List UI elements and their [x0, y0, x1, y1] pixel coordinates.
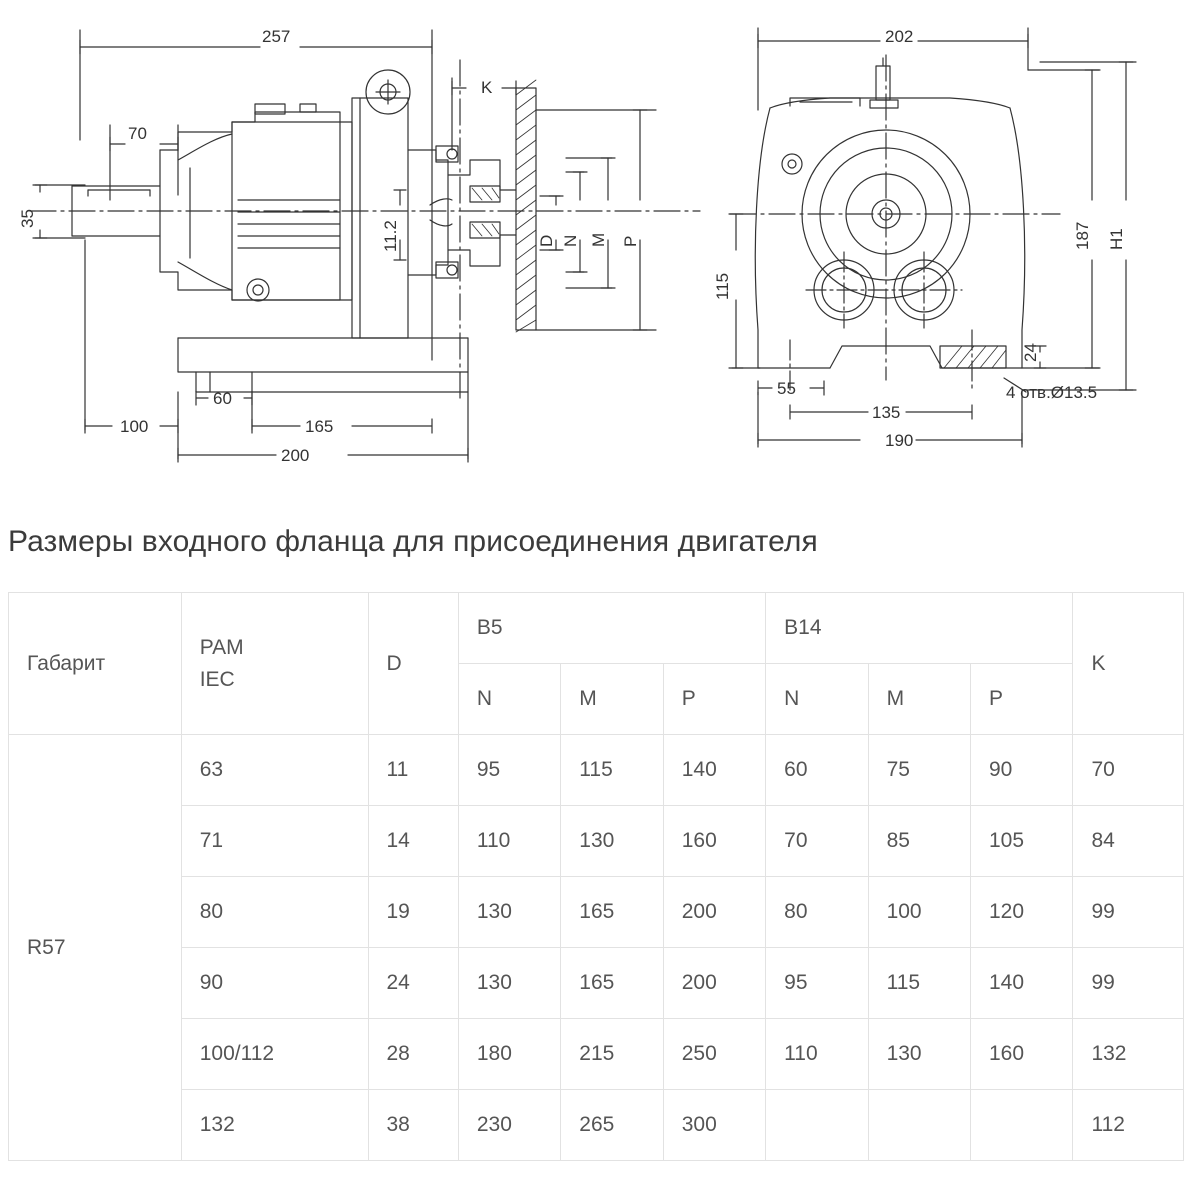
dim-24: 24 [1021, 343, 1040, 362]
header-b14: B14 [766, 593, 1073, 664]
dim-257: 257 [262, 27, 291, 46]
cell-b14-n [766, 1090, 868, 1161]
cell-k: 84 [1073, 806, 1184, 877]
cell-b14-m [868, 1090, 970, 1161]
cell-b5-n: 230 [458, 1090, 560, 1161]
subheader-b5-m: M [561, 664, 663, 735]
cell-d: 28 [368, 1019, 458, 1090]
cell-b5-m: 115 [561, 735, 663, 806]
cell-b5-m: 265 [561, 1090, 663, 1161]
dim-35: 35 [18, 209, 37, 228]
cell-d: 11 [368, 735, 458, 806]
cell-b14-m: 115 [868, 948, 970, 1019]
cell-b5-m: 165 [561, 948, 663, 1019]
cell-k: 132 [1073, 1019, 1184, 1090]
cell-pam: 80 [181, 877, 368, 948]
cell-b5-n: 110 [458, 806, 560, 877]
cell-b5-p: 250 [663, 1019, 765, 1090]
cell-k: 112 [1073, 1090, 1184, 1161]
cell-b5-n: 130 [458, 948, 560, 1019]
table-row [9, 1090, 1184, 1161]
dim-M: M [589, 232, 608, 247]
dim-100: 100 [120, 417, 149, 436]
cell-pam: 132 [181, 1090, 368, 1161]
dim-70: 70 [128, 124, 147, 143]
technical-drawing [0, 0, 1200, 500]
dim-N: N [561, 234, 580, 247]
dim-187: 187 [1073, 221, 1092, 250]
cell-b14-n: 80 [766, 877, 868, 948]
header-k: K [1073, 593, 1184, 735]
dim-H1: H1 [1107, 228, 1126, 250]
table-header-row [9, 593, 1184, 664]
dim-55: 55 [777, 379, 796, 398]
header-pam-iec [181, 593, 368, 735]
cell-b5-m: 130 [561, 806, 663, 877]
page-title: Размеры входного фланца для присоединения двигателя [8, 525, 818, 558]
cell-b14-m: 85 [868, 806, 970, 877]
cell-d: 38 [368, 1090, 458, 1161]
cell-b14-p [971, 1090, 1073, 1161]
cell-b5-m: 165 [561, 877, 663, 948]
cell-b14-m: 100 [868, 877, 970, 948]
cell-b5-p: 140 [663, 735, 765, 806]
table-row [9, 735, 1184, 806]
header-d: D [368, 593, 458, 735]
header-gabarit: Габарит [9, 593, 182, 735]
cell-b5-p: 200 [663, 877, 765, 948]
cell-k: 99 [1073, 948, 1184, 1019]
cell-b5-n: 95 [458, 735, 560, 806]
cell-b5-n: 180 [458, 1019, 560, 1090]
cell-b14-n: 110 [766, 1019, 868, 1090]
cell-pam: 71 [181, 806, 368, 877]
cell-b5-m: 215 [561, 1019, 663, 1090]
cell-k: 70 [1073, 735, 1184, 806]
header-b5: B5 [458, 593, 765, 664]
cell-b14-m: 130 [868, 1019, 970, 1090]
cell-b5-p: 160 [663, 806, 765, 877]
cell-b14-n: 70 [766, 806, 868, 877]
cell-b14-n: 95 [766, 948, 868, 1019]
subheader-b14-m: M [868, 664, 970, 735]
table-row [9, 877, 1184, 948]
subheader-b14-p: P [971, 664, 1073, 735]
subheader-b5-n: N [458, 664, 560, 735]
dim-135: 135 [872, 403, 901, 422]
cell-b5-n: 130 [458, 877, 560, 948]
cell-b14-p: 140 [971, 948, 1073, 1019]
dim-60: 60 [213, 389, 232, 408]
dim-202: 202 [885, 27, 914, 46]
header-pam: PAM [199, 636, 244, 659]
dim-190: 190 [885, 431, 914, 450]
dim-200: 200 [281, 446, 310, 465]
cell-b14-p: 160 [971, 1019, 1073, 1090]
flange-dimensions-table [8, 592, 1184, 1161]
flange-dimensions-table-wrapper [8, 592, 1184, 1161]
subheader-b5-p: P [663, 664, 765, 735]
dim-D: D [537, 234, 556, 247]
cell-pam: 100/112 [181, 1019, 368, 1090]
cell-b14-p: 90 [971, 735, 1073, 806]
subheader-b14-n: N [766, 664, 868, 735]
dim-4-holes: 4 отв.Ø13.5 [1006, 383, 1098, 402]
cell-b14-m: 75 [868, 735, 970, 806]
cell-pam: 63 [181, 735, 368, 806]
table-row [9, 948, 1184, 1019]
dim-P: P [621, 235, 640, 247]
cell-k: 99 [1073, 877, 1184, 948]
table-row [9, 1019, 1184, 1090]
dim-11-2: 11.2 [381, 220, 400, 252]
cell-b5-p: 200 [663, 948, 765, 1019]
cell-d: 19 [368, 877, 458, 948]
cell-b5-p: 300 [663, 1090, 765, 1161]
header-iec: IEC [199, 667, 235, 691]
dim-165: 165 [305, 417, 334, 436]
dim-115: 115 [713, 272, 732, 300]
cell-b14-p: 120 [971, 877, 1073, 948]
cell-b14-p: 105 [971, 806, 1073, 877]
cell-b14-n: 60 [766, 735, 868, 806]
cell-gabarit-value: R57 [9, 735, 182, 1161]
table-row [9, 806, 1184, 877]
cell-d: 24 [368, 948, 458, 1019]
dim-K: K [481, 78, 493, 97]
cell-d: 14 [368, 806, 458, 877]
cell-pam: 90 [181, 948, 368, 1019]
